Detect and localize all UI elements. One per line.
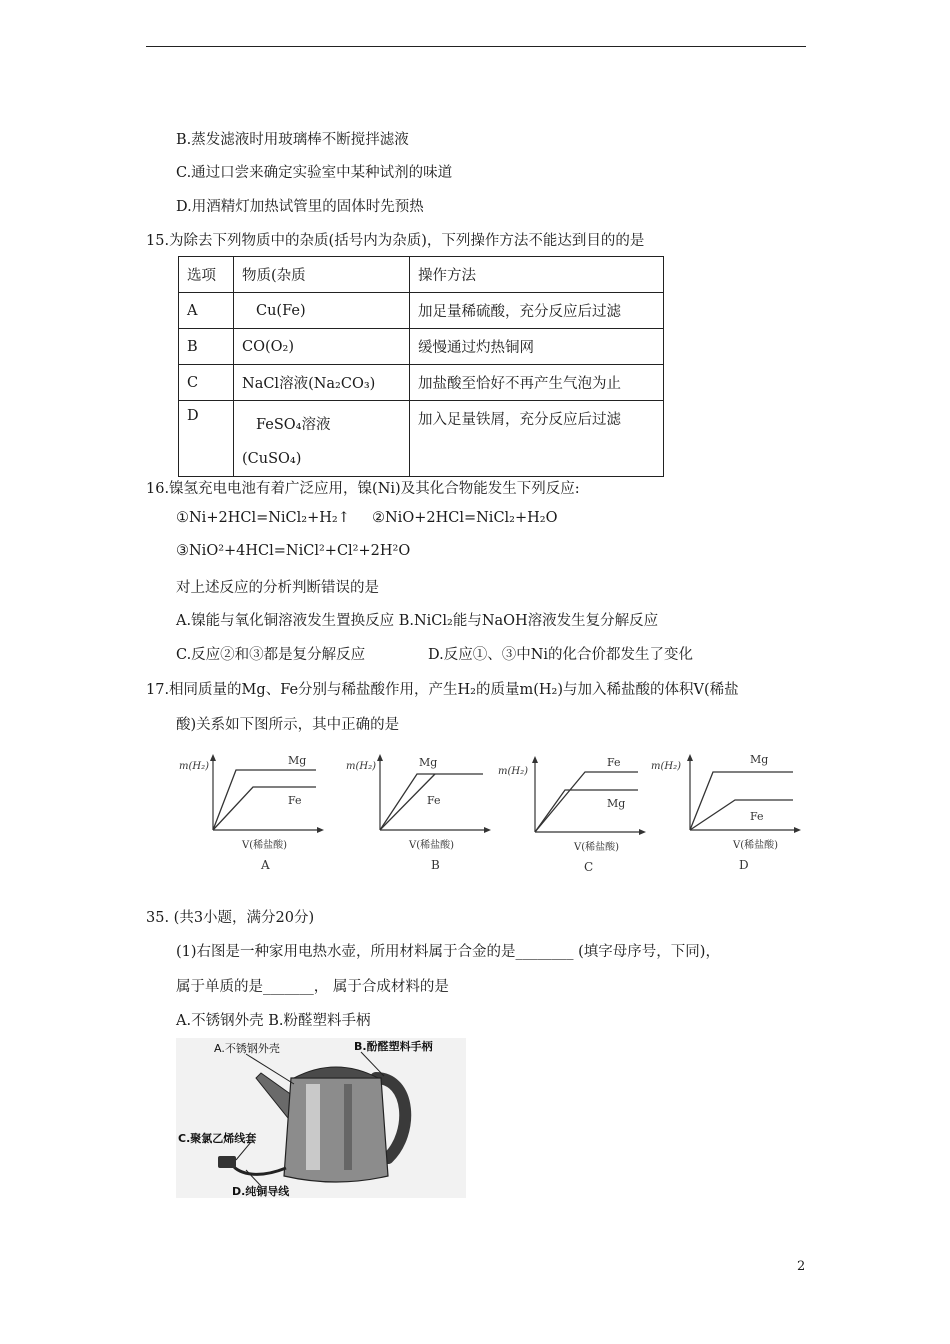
- question-17-line-1: 17.相同质量的Mg、Fe分别与稀盐酸作用，产生H₂的质量m(H₂)与加入稀盐酸的体积V(稀盐: [146, 682, 739, 698]
- option-b-line: B.蒸发滤液时用玻璃棒不断搅拌滤液: [176, 132, 409, 148]
- table-cell: 加盐酸至恰好不再产生气泡为止: [410, 365, 664, 401]
- graph-letter: A: [261, 858, 270, 872]
- question-16-option-c: C.反应②和③都是复分解反应: [176, 647, 366, 663]
- kettle-label-a: A.不锈钢外壳: [214, 1042, 280, 1055]
- header-rule: [146, 46, 806, 47]
- table-cell: 加足量稀硫酸，充分反应后过滤: [410, 293, 664, 329]
- reaction-3: ③NiO²+4HCl=NiCl²+Cl²+2H²O: [176, 543, 411, 559]
- graph-b: [345, 752, 495, 872]
- table-header-cell: 选项: [179, 257, 234, 293]
- graph-bottom-label: Fe: [288, 794, 302, 807]
- reaction-2: ②NiO+2HCl=NiCl₂+H₂O: [372, 510, 558, 526]
- option-d-line: D.用酒精灯加热试管里的固体时先预热: [176, 199, 424, 215]
- graph-xlabel: V(稀盐酸): [574, 842, 620, 853]
- page-number: 2: [797, 1259, 806, 1274]
- graph-top-label: Mg: [419, 756, 438, 769]
- table-cell: D: [179, 401, 234, 477]
- question-35-options: A.不锈钢外壳 B.粉醛塑料手柄: [176, 1013, 371, 1029]
- table-cell-line: FeSO₄溶液: [256, 417, 331, 433]
- question-16: 16.镍氢充电电池有着广泛应用，镍(Ni)及其化合物能发生下列反应:: [146, 481, 580, 497]
- table-cell: NaCl溶液(Na₂CO₃): [234, 365, 410, 401]
- table-cell: A: [179, 293, 234, 329]
- graph-top-label: Mg: [288, 754, 307, 767]
- table-cell: Cu(Fe): [234, 293, 410, 329]
- kettle-label-c: C.聚氯乙烯线套: [178, 1132, 257, 1145]
- graph-ylabel: m(H₂): [346, 761, 377, 772]
- graph-ylabel: m(H₂): [498, 766, 529, 777]
- graph-a: [178, 752, 328, 872]
- table-cell: 加入足量铁屑，充分反应后过滤: [410, 401, 664, 477]
- graph-letter: B: [431, 858, 440, 872]
- question-16-prompt: 对上述反应的分析判断错误的是: [176, 580, 379, 596]
- graph-bottom-label: Mg: [607, 797, 626, 810]
- graph-top-label: Mg: [750, 753, 769, 766]
- graph-bottom-label: Fe: [750, 810, 764, 823]
- table-cell-multiline: [234, 401, 410, 477]
- table-cell-line: (CuSO₄): [242, 451, 302, 467]
- table-cell: 缓慢通过灼热铜网: [410, 329, 664, 365]
- table-row: [179, 401, 664, 477]
- kettle-label-d: D.纯铜导线: [232, 1185, 290, 1198]
- question-35: 35. (共3小题，满分20分): [146, 910, 315, 926]
- impurity-table: [178, 256, 664, 477]
- graph-c: [500, 752, 650, 872]
- table-header-row: [179, 257, 664, 293]
- graph-d: [651, 752, 805, 872]
- table-header-cell: 物质(杂质: [234, 257, 410, 293]
- graph-xlabel: V(稀盐酸): [242, 840, 288, 851]
- table-row: [179, 365, 664, 401]
- reaction-1: ①Ni+2HCl=NiCl₂+H₂↑: [176, 510, 350, 526]
- graph-top-label: Fe: [607, 756, 621, 769]
- graph-xlabel: V(稀盐酸): [733, 840, 779, 851]
- graph-bottom-label: Fe: [427, 794, 441, 807]
- table-cell: B: [179, 329, 234, 365]
- question-17-line-2: 酸)关系如下图所示，其中正确的是: [176, 717, 400, 733]
- question-15: 15.为除去下列物质中的杂质(括号内为杂质)，下列操作方法不能达到目的的是: [146, 233, 645, 249]
- kettle-label-b: B.酚醛塑料手柄: [354, 1040, 433, 1053]
- graph-ylabel: m(H₂): [179, 761, 210, 772]
- question-35-part-1b: 属于单质的是_______， 属于合成材料的是: [176, 979, 449, 995]
- kettle-illustration: [176, 1038, 466, 1198]
- question-16-options-ab: A.镍能与氧化铜溶液发生置换反应 B.NiCl₂能与NaOH溶液发生复分解反应: [176, 613, 659, 629]
- table-cell: C: [179, 365, 234, 401]
- graph-ylabel: m(H₂): [651, 761, 682, 772]
- question-35-part-1a: (1)右图是一种家用电热水壶，所用材料属于合金的是________ (填字母序号，下同)，: [176, 944, 720, 960]
- question-16-option-d: D.反应①、③中Ni的化合价都发生了变化: [428, 647, 694, 663]
- graph-letter: D: [739, 858, 749, 872]
- table-row: [179, 293, 664, 329]
- graph-xlabel: V(稀盐酸): [409, 840, 455, 851]
- table-row: [179, 329, 664, 365]
- option-c-line: C.通过口尝来确定实验室中某种试剂的味道: [176, 165, 453, 181]
- table-header-cell: 操作方法: [410, 257, 664, 293]
- table-cell: CO(O₂): [234, 329, 410, 365]
- graph-letter: C: [584, 860, 594, 874]
